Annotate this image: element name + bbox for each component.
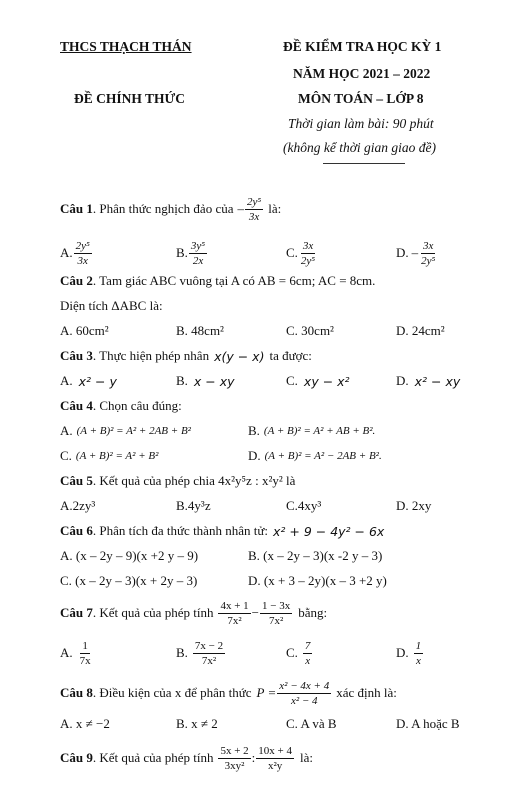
question-text: Diện tích ΔABC là: [60,298,163,313]
q8-option-b[interactable]: B. x ≠ 2 [176,716,218,731]
fraction-numerator: 10x + 4 [258,744,293,757]
q1-option-c[interactable] [286,236,318,270]
fraction [193,640,225,667]
option-label: A. [60,373,73,388]
fraction [419,240,437,267]
option-label: A. [60,245,73,260]
question-5 [60,470,295,492]
option-label: C. [60,448,72,463]
question-label: Câu 1 [60,201,93,216]
q3-option-b[interactable] [176,370,235,392]
q7-option-b[interactable] [176,636,226,670]
header-divider [323,163,405,164]
question-tail: là: [268,201,282,216]
q6-option-c[interactable]: C. (x – 2y – 3)(x + 2y – 3) [60,573,198,588]
minus-sign: – [411,245,419,260]
math-expression: x(y − x) [214,348,265,364]
q1-option-a[interactable] [60,236,93,270]
fraction-numerator: 3x [302,239,314,252]
option-label: D. [396,245,409,260]
fraction [256,745,294,772]
q4-option-b[interactable] [248,420,375,442]
option-label: C. [286,645,298,660]
question-9 [60,740,313,776]
fraction [299,240,317,267]
q3-option-c[interactable] [286,370,350,392]
fraction [78,640,93,667]
fraction-numerator: 1 − 3x [262,599,291,612]
option-label: D. [396,373,409,388]
exam-time-note: (không kể thời gian giao đề) [283,140,437,155]
fraction-numerator: 3y⁵ [190,239,206,252]
school-name: THCS THẠCH THÁN [60,39,192,54]
fraction [277,680,331,707]
question-text: . Phân tích đa thức thành nhân tử: [92,523,268,538]
q8-option-d[interactable]: D. A hoặc B [396,716,460,731]
option-value: xy − x² [303,373,350,389]
q2-option-b[interactable]: B. 48cm² [176,323,224,338]
option-label: B. [176,373,188,388]
question-text: . Phân thức nghịch đảo của [92,201,234,216]
fraction-denominator: 7x² [268,614,284,627]
operator: : [251,750,256,765]
fraction [218,745,250,772]
exam-title: ĐỀ KIỂM TRA HỌC KỲ 1 [283,39,442,54]
q1-option-b[interactable] [176,236,208,270]
fraction-numerator: 4x + 1 [220,599,249,612]
fraction [218,600,250,627]
q5-option-a[interactable]: A.2zy³ [60,498,96,513]
q4-option-d[interactable] [248,445,382,467]
question-3 [60,345,312,367]
fraction [303,640,313,667]
question-4 [60,395,182,417]
question-text: . Kết quả của phép tính [92,605,214,620]
option-value: (A + B)² = A² − 2AB + B². [264,450,382,462]
school-year: NĂM HỌC 2021 – 2022 [293,66,431,81]
q4-option-c[interactable] [60,445,158,467]
fraction-numerator: 7 [304,639,311,652]
q7-option-a[interactable] [60,636,94,670]
fraction-denominator: x² − 4 [290,694,318,707]
option-label: C. [286,245,298,260]
question-label: Câu 9 [60,750,93,765]
question-text: . Thực hiện phép nhân [92,348,210,363]
option-value: (A + B)² = A² + AB + B². [263,425,376,437]
fraction-numerator: 7x − 2 [194,639,224,652]
fraction-denominator: x [305,654,311,667]
question-1 [60,192,281,226]
question-2 [60,270,375,292]
option-label: A. [60,645,73,660]
option-value: (A + B)² = A² + B² [75,450,159,462]
subject-title: MÔN TOÁN – LỚP 8 [298,91,424,106]
fraction-denominator: 2y⁵ [300,254,316,267]
question-tail: ta được: [269,348,312,363]
question-label: Câu 2 [60,273,93,288]
option-value: x − xy [193,373,235,389]
question-label: Câu 4 [60,398,93,413]
q7-option-c[interactable] [286,636,313,670]
q8-option-a[interactable]: A. x ≠ −2 [60,716,110,731]
exam-time: Thời gian làm bài: 90 phút [288,116,434,131]
q6-option-a[interactable]: A. (x – 2y – 9)(x +2 y – 9) [60,548,199,563]
question-tail: bằng: [298,605,328,620]
question-text: . Chọn câu đúng: [92,398,182,413]
option-label: A. [60,423,73,438]
official-label: ĐỀ CHÍNH THỨC [74,91,186,106]
fraction [245,196,263,223]
fraction-denominator: 7x² [201,654,217,667]
q3-option-a[interactable] [60,370,117,392]
fraction-numerator: 1 [82,639,88,652]
option-value: (A + B)² = A² + 2AB + B² [76,425,191,437]
fraction [260,600,292,627]
question-text: . Điều kiện của x để phân thức [92,685,252,700]
question-2-line-2 [60,295,163,317]
q5-option-b[interactable]: B.4y³z [176,498,211,513]
option-value: x² − xy [414,373,461,389]
q5-option-c[interactable]: C.4xy³ [286,498,322,513]
question-label: Câu 3 [60,348,93,363]
question-label: Câu 7 [60,605,93,620]
operator: − [251,605,260,620]
option-label: C. [286,373,298,388]
q6-option-b[interactable]: B. (x – 2y – 3)(x -2 y – 3) [248,548,383,563]
q3-option-d[interactable] [396,370,460,392]
fraction-denominator: x²y [268,759,283,772]
function-name: P = [256,685,277,700]
fraction-numerator: 2y⁵ [247,195,262,208]
fraction [189,240,207,267]
fraction-denominator: x [415,654,421,667]
minus-sign: – [237,201,244,216]
q7-option-d[interactable] [396,636,424,670]
q2-option-d[interactable]: D. 24cm² [396,323,445,338]
q8-option-c[interactable]: C. A và B [286,716,337,731]
question-label: Câu 6 [60,523,93,538]
question-text: . Kết quả của phép chia 4x²y⁵z : x²y² là [92,473,296,488]
q1-option-d[interactable] [396,236,438,270]
question-7 [60,596,327,630]
fraction-denominator: 2y⁵ [421,254,436,267]
option-label: D. [248,448,261,463]
question-tail: xác định là: [336,685,397,700]
fraction-denominator: 7x² [227,614,242,627]
question-6 [60,520,384,542]
fraction-denominator: 3x [77,254,88,267]
fraction-denominator: 3xy² [224,759,245,772]
question-text: . Tam giác ABC vuông tại A có AB = 6cm; AC = 8cm. [92,273,376,288]
question-label: Câu 5 [60,473,93,488]
q2-option-c[interactable]: C. 30cm² [286,323,334,338]
fraction-denominator: 3x [248,210,260,223]
question-text: . Kết quả của phép tính [92,750,214,765]
fraction-numerator: x² − 4x + 4 [279,679,330,692]
fraction-denominator: 2x [192,254,204,267]
question-tail: là: [300,750,314,765]
option-label: B. [248,423,260,438]
fraction-numerator: 5x + 2 [220,744,249,757]
question-8 [60,676,397,710]
option-label: B. [176,645,188,660]
fraction-numerator: 3x [423,239,434,252]
fraction [74,240,92,267]
fraction-numerator: 2y⁵ [75,239,90,252]
option-label: D. [396,645,409,660]
q4-option-a[interactable] [60,420,191,442]
q5-option-d[interactable]: D. 2xy [396,498,432,513]
option-label: B. [176,245,188,260]
fraction-denominator: 7x [79,654,91,667]
fraction-numerator: 1 [415,639,422,652]
q6-option-d[interactable]: D. (x + 3 – 2y)(x – 3 +2 y) [248,573,387,588]
question-label: Câu 8 [60,685,93,700]
fraction [414,640,424,667]
q2-option-a[interactable]: A. 60cm² [60,323,109,338]
math-expression: x² + 9 − 4y² − 6x [273,523,385,539]
option-value: x² − y [78,373,117,389]
